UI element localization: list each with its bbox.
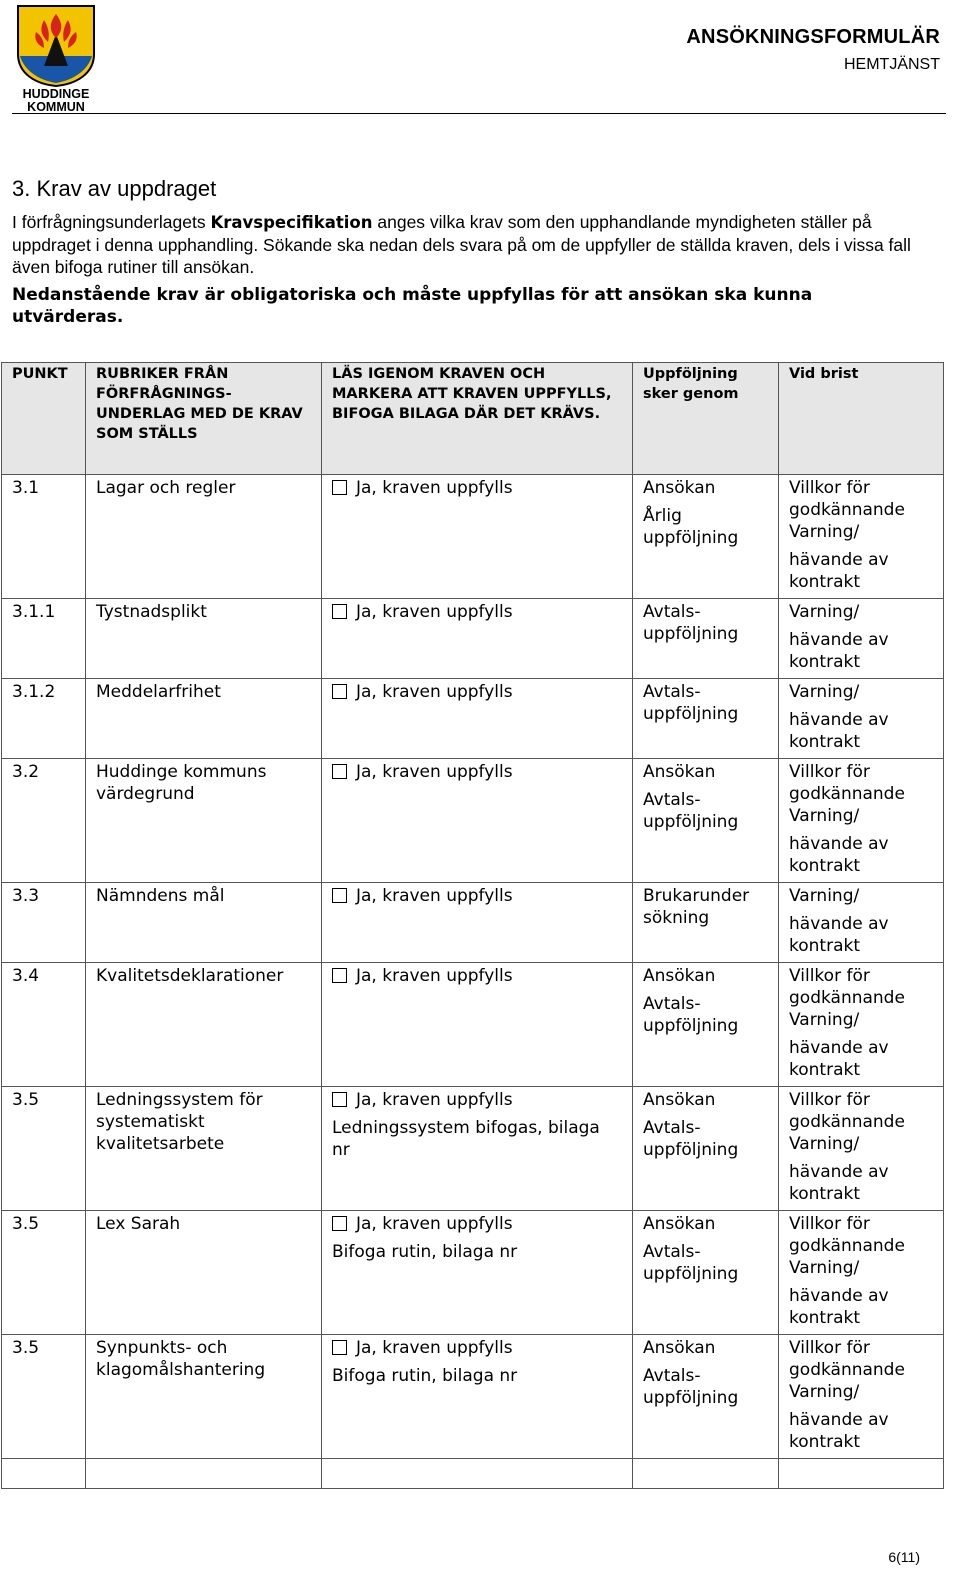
logo-text-line2: KOMMUN — [27, 100, 85, 114]
brist-line1: Villkor för godkännande — [789, 1338, 905, 1380]
uppfoljning-line1: Ansökan — [643, 1214, 716, 1234]
row-check-cell — [322, 1087, 633, 1211]
uppfoljning-line1: Brukarunder sökning — [643, 886, 750, 928]
brist-line2: Varning/ — [789, 1010, 860, 1030]
huddinge-kommun-logo — [14, 4, 98, 114]
table-header-row — [2, 363, 944, 475]
page-number: 6(11) — [888, 1549, 920, 1565]
row-vid-brist — [779, 679, 944, 759]
row-punkt: 3.3 — [2, 883, 86, 963]
checkbox-label: Ja, kraven uppfylls — [356, 1214, 513, 1234]
uppfoljning-line2: Avtals-uppföljning — [643, 1118, 739, 1160]
attachment-note: Ledningssystem bifogas, bilaga nr — [332, 1118, 600, 1160]
checkbox-label: Ja, kraven uppfylls — [356, 1090, 513, 1110]
brist-line3: hävande av kontrakt — [789, 630, 889, 672]
row-rubrik: Tystnadsplikt — [86, 599, 322, 679]
uppfoljning-line1: Ansökan — [643, 478, 716, 498]
uppfoljning-line1: Ansökan — [643, 966, 716, 986]
header-las-igenom: LÄS IGENOM KRAVEN OCH MARKERA ATT KRAVEN UPPFYLLS, BIFOGA BILAGA DÄR DET KRÄVS. — [322, 363, 633, 475]
brist-line1: Villkor för godkännande — [789, 478, 905, 520]
document-subtitle: HEMTJÄNST — [844, 56, 940, 73]
row-vid-brist — [779, 963, 944, 1087]
table-row — [2, 1087, 944, 1211]
uppfoljning-line2: Avtals-uppföljning — [643, 1242, 739, 1284]
row-punkt: 3.5 — [2, 1335, 86, 1459]
row-check-cell — [322, 599, 633, 679]
row-rubrik: Huddinge kommuns värdegrund — [86, 759, 322, 883]
brist-line1: Villkor för godkännande — [789, 762, 905, 804]
brist-line3: hävande av kontrakt — [789, 834, 889, 876]
document-title: ANSÖKNINGSFORMULÄR — [686, 26, 940, 48]
attachment-note: Bifoga rutin, bilaga nr — [332, 1242, 518, 1262]
row-vid-brist — [779, 759, 944, 883]
uppfoljning-line2: Årlig uppföljning — [643, 506, 739, 548]
brist-line1: Villkor för godkännande — [789, 1090, 905, 1132]
checkbox-label: Ja, kraven uppfylls — [356, 762, 513, 782]
row-punkt: 3.2 — [2, 759, 86, 883]
table-row — [2, 883, 944, 963]
row-check-cell — [322, 475, 633, 599]
brist-line3: hävande av kontrakt — [789, 914, 889, 956]
row-check-cell — [322, 883, 633, 963]
brist-line2: Varning/ — [789, 1258, 860, 1278]
section-intro — [12, 211, 912, 278]
table-row — [2, 1335, 944, 1459]
requirement-checkbox[interactable] — [332, 888, 347, 903]
row-rubrik: Ledningssystem för systematiskt kvalitetsarbete — [86, 1087, 322, 1211]
brist-line3: hävande av kontrakt — [789, 550, 889, 592]
checkbox-label: Ja, kraven uppfylls — [356, 886, 513, 906]
header-vid-brist: Vid brist — [779, 363, 944, 475]
empty-cell — [779, 1459, 944, 1489]
requirement-checkbox[interactable] — [332, 1340, 347, 1355]
row-vid-brist — [779, 599, 944, 679]
row-vid-brist — [779, 475, 944, 599]
intro-text-part1: I förfrågningsunderlagets — [12, 212, 211, 232]
checkbox-label: Ja, kraven uppfylls — [356, 682, 513, 702]
row-rubrik: Meddelarfrihet — [86, 679, 322, 759]
row-rubrik: Lex Sarah — [86, 1211, 322, 1335]
row-rubrik: Nämndens mål — [86, 883, 322, 963]
row-rubrik: Kvalitetsdeklarationer — [86, 963, 322, 1087]
row-uppfoljning — [633, 475, 779, 599]
row-punkt: 3.1 — [2, 475, 86, 599]
table-row — [2, 475, 944, 599]
header-divider — [12, 113, 946, 114]
row-punkt: 3.1.1 — [2, 599, 86, 679]
uppfoljning-line1: Avtals-uppföljning — [643, 602, 739, 644]
requirement-checkbox[interactable] — [332, 684, 347, 699]
empty-cell — [2, 1459, 86, 1489]
requirement-checkbox[interactable] — [332, 1092, 347, 1107]
empty-cell — [86, 1459, 322, 1489]
mandatory-notice: Nedanstående krav är obligatoriska och måste uppfyllas för att ansökan ska kunna utvärderas. — [12, 285, 813, 327]
empty-cell — [322, 1459, 633, 1489]
requirements-table — [1, 362, 944, 1489]
row-rubrik: Synpunkts- och klagomålshantering — [86, 1335, 322, 1459]
checkbox-label: Ja, kraven uppfylls — [356, 966, 513, 986]
brist-line2: Varning/ — [789, 1382, 860, 1402]
row-vid-brist — [779, 883, 944, 963]
row-check-cell — [322, 1211, 633, 1335]
table-row — [2, 679, 944, 759]
brist-line2: Varning/ — [789, 886, 860, 906]
row-punkt: 3.4 — [2, 963, 86, 1087]
row-uppfoljning — [633, 883, 779, 963]
row-check-cell — [322, 963, 633, 1087]
uppfoljning-line1: Ansökan — [643, 1338, 716, 1358]
row-check-cell — [322, 759, 633, 883]
brist-line1: Villkor för godkännande — [789, 1214, 905, 1256]
checkbox-label: Ja, kraven uppfylls — [356, 1338, 513, 1358]
intro-bold-term: Kravspecifikation — [210, 213, 373, 232]
requirement-checkbox[interactable] — [332, 604, 347, 619]
row-vid-brist — [779, 1335, 944, 1459]
brist-line1: Villkor för godkännande — [789, 966, 905, 1008]
row-uppfoljning — [633, 1335, 779, 1459]
brist-line3: hävande av kontrakt — [789, 1162, 889, 1204]
brist-line3: hävande av kontrakt — [789, 1286, 889, 1328]
uppfoljning-line1: Ansökan — [643, 1090, 716, 1110]
table-row — [2, 1211, 944, 1335]
checkbox-label: Ja, kraven uppfylls — [356, 478, 513, 498]
attachment-note: Bifoga rutin, bilaga nr — [332, 1366, 518, 1386]
coat-of-arms-icon — [14, 4, 98, 88]
row-check-cell — [322, 679, 633, 759]
table-row — [2, 759, 944, 883]
checkbox-label: Ja, kraven uppfylls — [356, 602, 513, 622]
row-uppfoljning — [633, 1087, 779, 1211]
brist-line2: Varning/ — [789, 522, 860, 542]
row-uppfoljning — [633, 599, 779, 679]
uppfoljning-line2: Avtals-uppföljning — [643, 790, 739, 832]
brist-line2: Varning/ — [789, 602, 860, 622]
row-uppfoljning — [633, 963, 779, 1087]
requirement-checkbox[interactable] — [332, 480, 347, 495]
brist-line2: Varning/ — [789, 1134, 860, 1154]
empty-cell — [633, 1459, 779, 1489]
row-vid-brist — [779, 1087, 944, 1211]
uppfoljning-line2: Avtals-uppföljning — [643, 1366, 739, 1408]
row-punkt: 3.5 — [2, 1087, 86, 1211]
header-punkt: PUNKT — [2, 363, 86, 475]
requirement-checkbox[interactable] — [332, 968, 347, 983]
section-heading: 3. Krav av uppdraget — [12, 176, 217, 201]
row-uppfoljning — [633, 679, 779, 759]
uppfoljning-line2: Avtals-uppföljning — [643, 994, 739, 1036]
uppfoljning-line1: Avtals-uppföljning — [643, 682, 739, 724]
table-row — [2, 963, 944, 1087]
row-punkt: 3.5 — [2, 1211, 86, 1335]
header-rubriker: RUBRIKER FRÅN FÖRFRÅGNINGS-UNDERLAG MED DE KRAV SOM STÄLLS — [86, 363, 322, 475]
intro-text-part2: anges vilka krav som den upphandlande myndigheten ställer på uppdraget i denna upphandling. Sökande ska nedan dels svara på om de uppfyller de ställda kraven, dels i vissa fall även bifoga rutiner till ansökan. — [12, 212, 911, 277]
table-row-empty — [2, 1459, 944, 1489]
brist-line3: hävande av kontrakt — [789, 1410, 889, 1452]
row-punkt: 3.1.2 — [2, 679, 86, 759]
row-vid-brist — [779, 1211, 944, 1335]
requirement-checkbox[interactable] — [332, 1216, 347, 1231]
row-rubrik: Lagar och regler — [86, 475, 322, 599]
logo-text-line1: HUDDINGE — [22, 87, 90, 101]
table-row — [2, 599, 944, 679]
brist-line2: Varning/ — [789, 806, 860, 826]
row-uppfoljning — [633, 759, 779, 883]
brist-line3: hävande av kontrakt — [789, 710, 889, 752]
requirement-checkbox[interactable] — [332, 764, 347, 779]
brist-line2: Varning/ — [789, 682, 860, 702]
row-uppfoljning — [633, 1211, 779, 1335]
row-check-cell — [322, 1335, 633, 1459]
brist-line3: hävande av kontrakt — [789, 1038, 889, 1080]
uppfoljning-line1: Ansökan — [643, 762, 716, 782]
header-uppfoljning: Uppföljning sker genom — [633, 363, 779, 475]
